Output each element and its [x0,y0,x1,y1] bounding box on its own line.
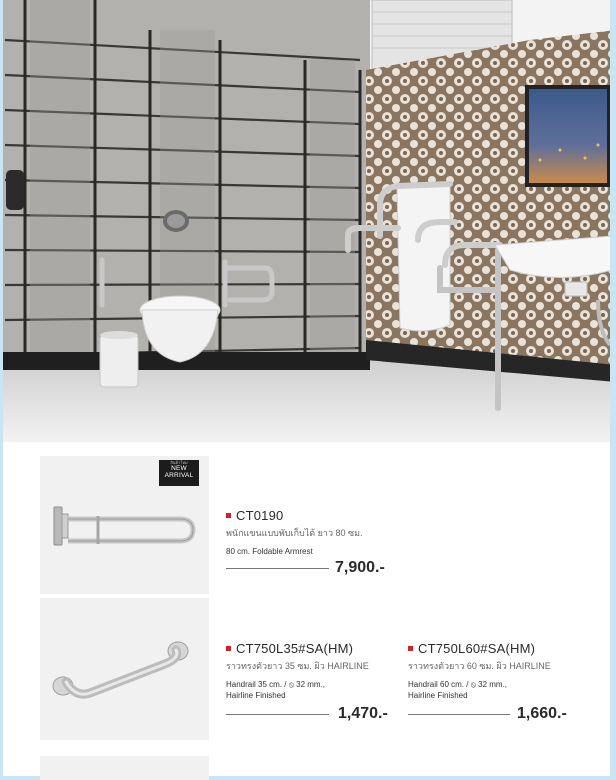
product-english-line-1: Handrail 60 cm. / ⦸ 32 mm., [408,680,508,689]
product-image-card-handrail [40,598,209,740]
price-divider [226,568,329,569]
product-code [226,508,363,523]
product-code [226,641,369,656]
product-code-text: CT750L60#SA(HM) [418,641,536,656]
bullet-icon [408,646,413,651]
bullet-icon [226,513,231,518]
product-thai-description: พนักแขนแบบพับเก็บได้ ยาว 80 ซม. [226,528,363,538]
product-code-text: CT750L35#SA(HM) [236,641,354,656]
price-divider [226,714,329,715]
badge-line-arrival: ARRIVAL [164,472,194,479]
new-arrival-badge [159,460,199,486]
product-english-line-1: Handrail 35 cm. / ⦸ 32 mm., [226,680,326,689]
product-info-ct0190 [226,508,363,557]
product-english-description: 80 cm. Foldable Armrest [226,547,313,556]
product-image-card-partial [40,756,209,780]
product-thai-description: ราวทรงตัวยาว 60 ซม. ผิว HAIRLINE [408,661,551,671]
product-thai-description: ราวทรงตัวยาว 35 ซม. ผิว HAIRLINE [226,661,369,671]
product-code-text: CT0190 [236,508,284,523]
badge-line-new: NEW [171,465,187,472]
page-frame-left [0,0,3,780]
price-divider [408,714,510,715]
badge-small-label: สินค้าใหม่ [170,460,188,465]
product-english-line-2: Hairline Finished [226,691,286,700]
product-info-ct750l35 [226,641,369,701]
product-info-ct750l60 [408,641,551,701]
product-price: 1,660.- [517,705,567,722]
product-price: 7,900.- [335,559,385,576]
product-code [408,641,551,656]
page-frame-right [610,0,616,780]
product-english-description [226,679,369,701]
product-english-description [408,679,551,701]
product-english-line-2: Hairline Finished [408,691,468,700]
bullet-icon [226,646,231,651]
product-price: 1,470.- [338,705,388,722]
handrail-image [40,598,209,740]
